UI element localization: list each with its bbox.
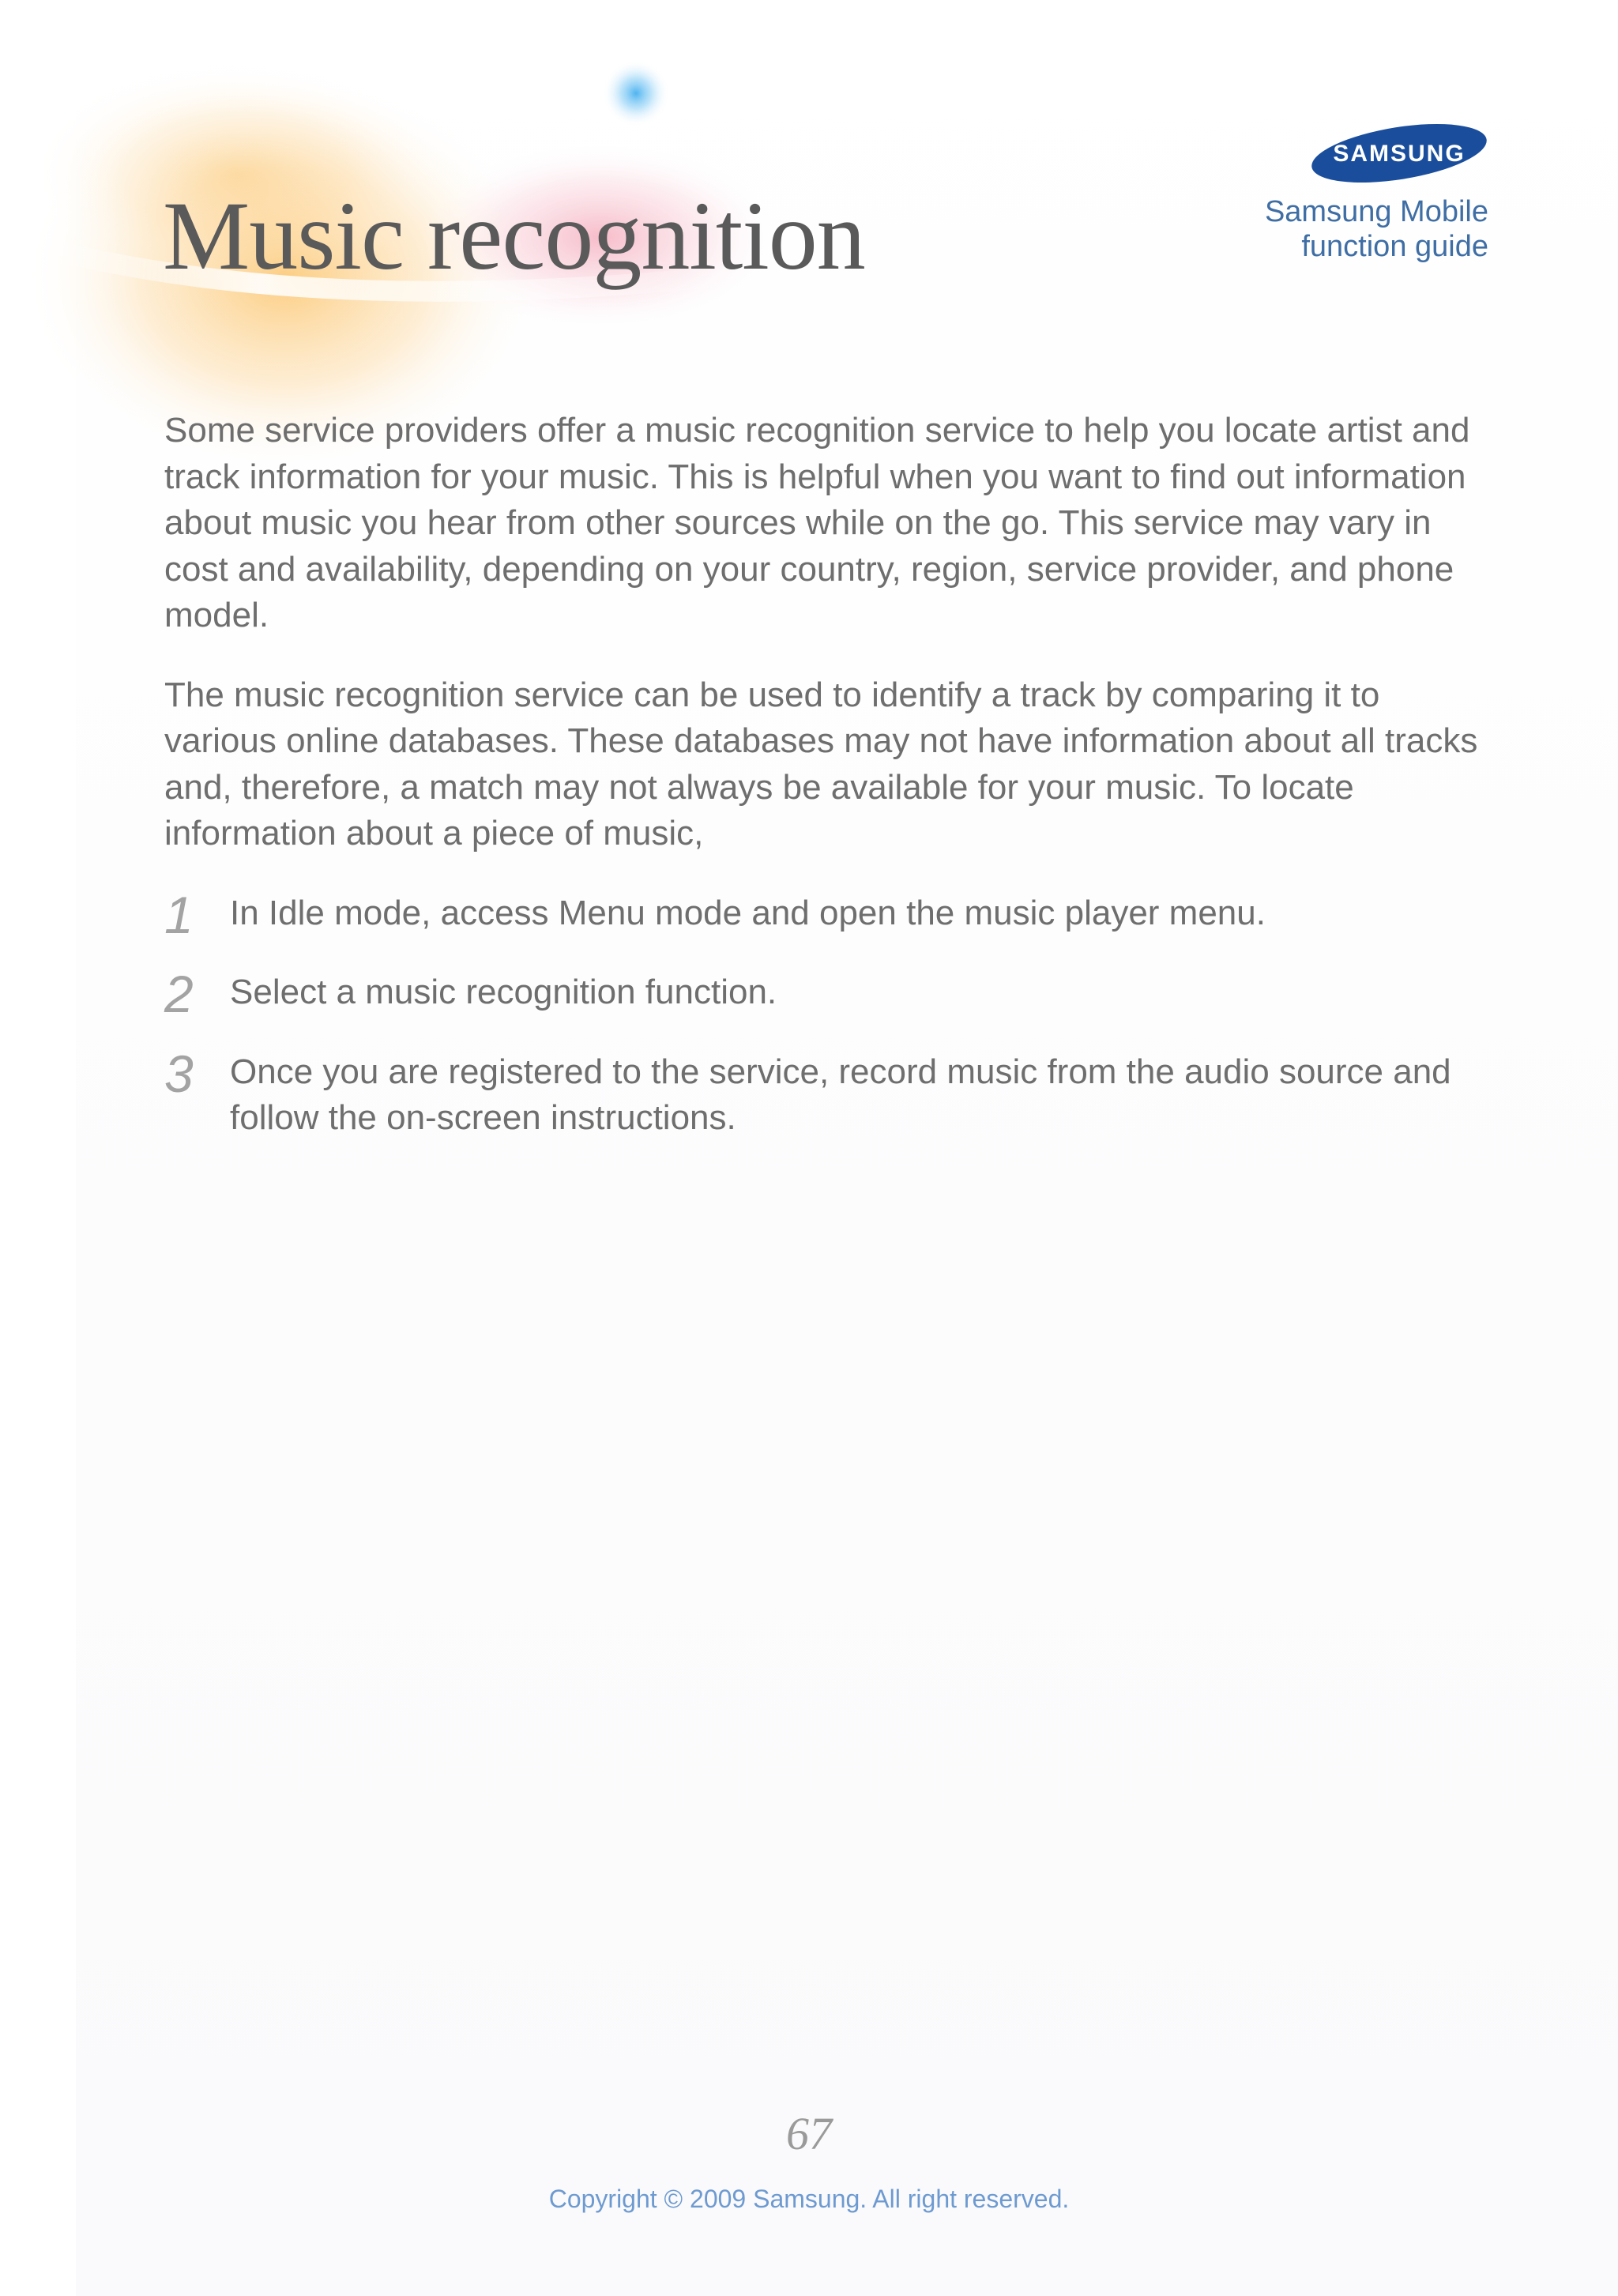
samsung-logo	[1308, 120, 1490, 186]
step-number: 2	[164, 965, 194, 1023]
step-text: In Idle mode, access Menu mode and open the music player menu.	[230, 893, 1266, 932]
step-item	[164, 965, 1499, 1023]
blue-light-dot	[603, 60, 669, 126]
body-content	[164, 408, 1499, 1175]
copyright-notice: Copyright © 2009 Samsung. All right reserved.	[548, 2185, 1070, 2213]
usage-paragraph: The music recognition service can be used to identify a track by comparing it to various online databases. These databases may not have information about all tracks and, therefore, a match may not always be available for your music. To locate information about a piece of music,	[164, 675, 1478, 853]
step-text: Once you are registered to the service, record music from the audio source and follow the on-screen instructions.	[230, 1052, 1451, 1137]
step-number: 1	[164, 885, 194, 944]
step-item	[164, 885, 1499, 944]
step-text: Select a music recognition function.	[230, 973, 777, 1011]
page-number: 67	[786, 2108, 832, 2159]
logo-wordmark: SAMSUNG	[1333, 141, 1466, 167]
step-number: 3	[164, 1044, 194, 1103]
page-title: Music recognition	[163, 182, 865, 290]
steps-list	[164, 885, 1499, 1142]
guide-label-line1: Samsung Mobile	[1264, 195, 1488, 228]
intro-paragraph: Some service providers offer a music recognition service to help you locate artist and track information for your music. This is helpful when you want to find out information about music you hear from other sources while on the go. This service may vary in cost and availability, depending on your country, region, service provider, and phone model.	[164, 411, 1470, 634]
guide-label-line2: function guide	[1301, 230, 1488, 263]
guide-label	[1265, 194, 1488, 264]
step-item	[164, 1044, 1499, 1142]
